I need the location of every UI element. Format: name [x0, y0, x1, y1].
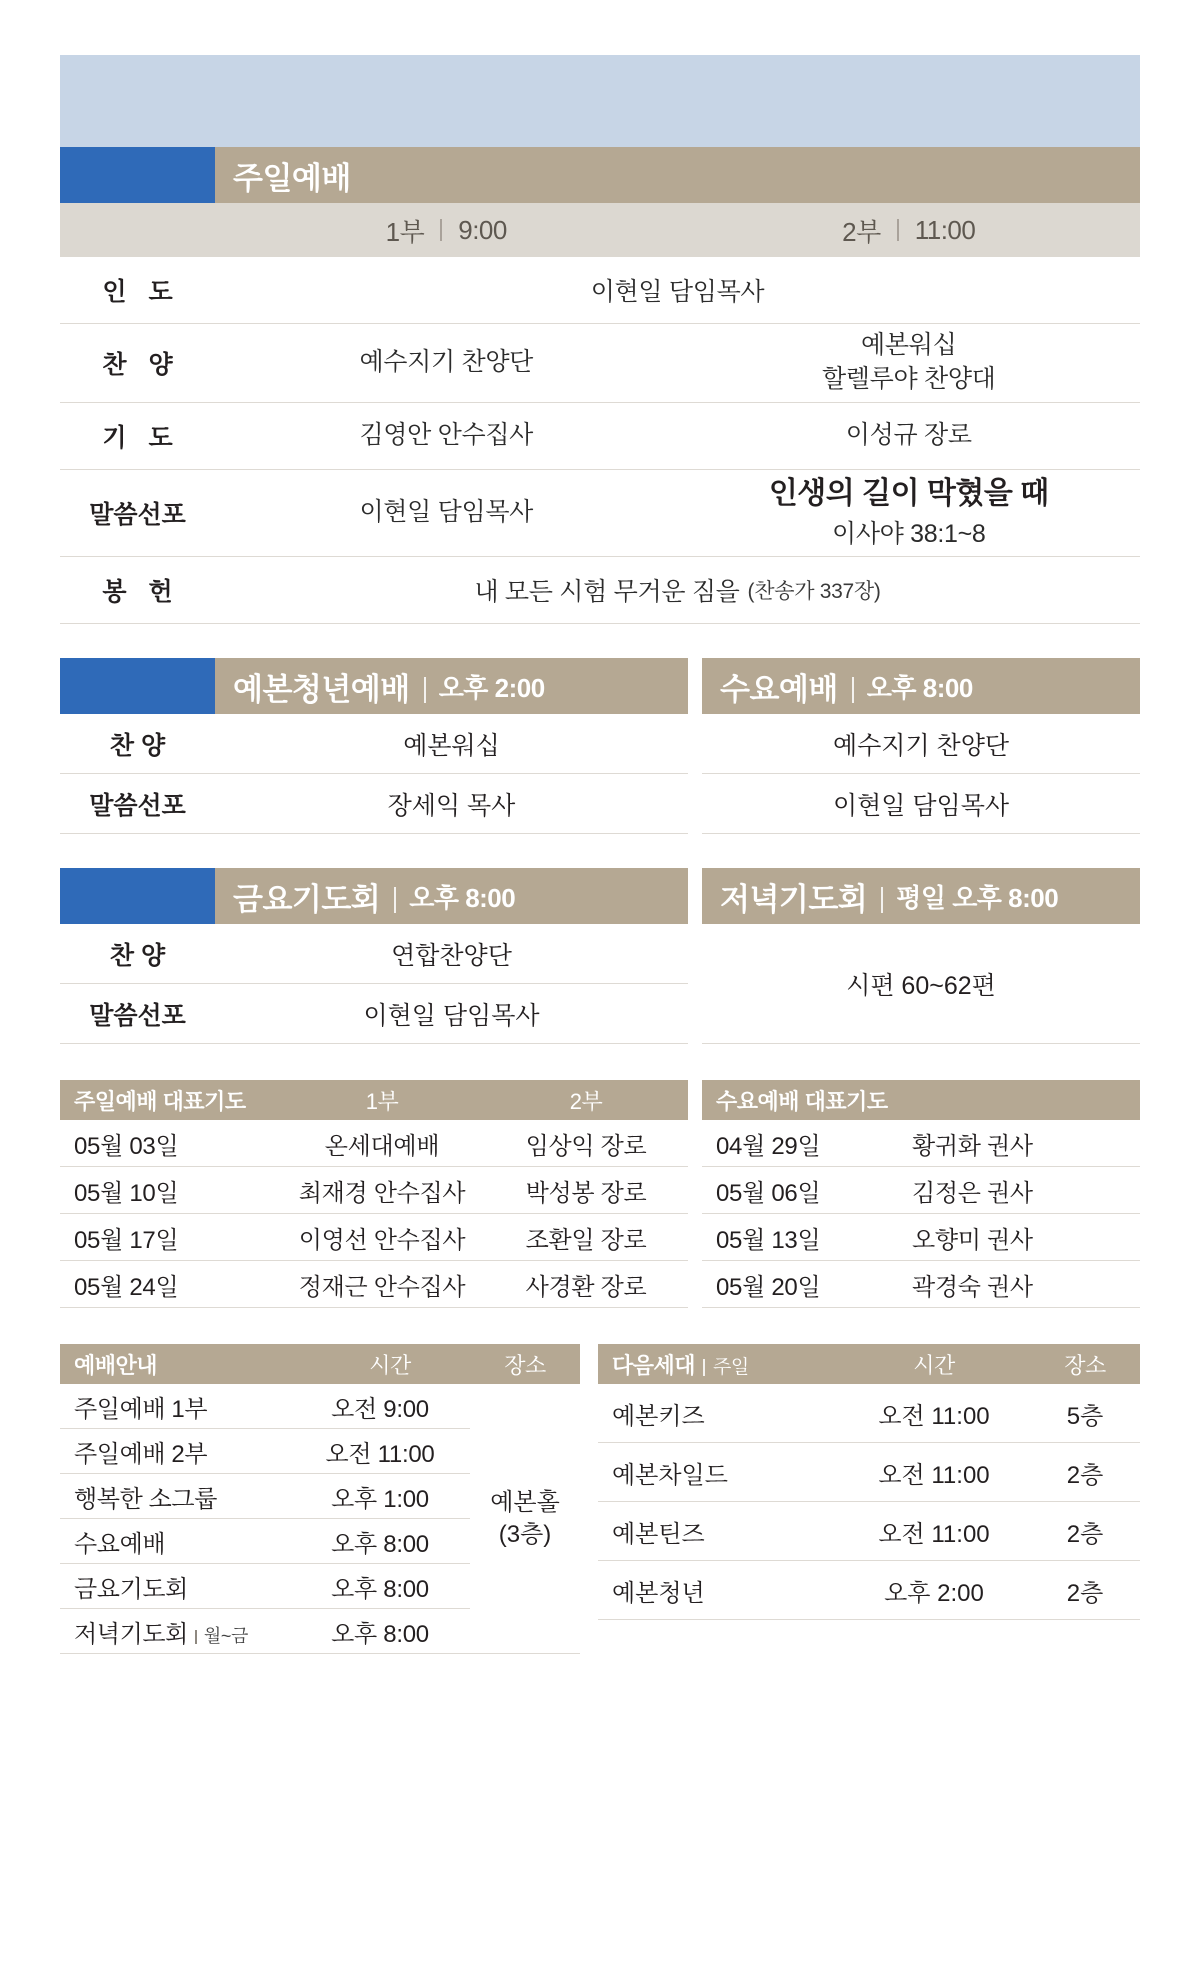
content-wrap — [60, 55, 1140, 1654]
block3-header — [60, 868, 1140, 924]
row-label-praise — [60, 324, 215, 402]
row-label-part1: 봉 — [102, 578, 149, 606]
evening-service-title: 저녁기도회 — [720, 881, 868, 917]
next-gen-time: 오후 2:00 — [884, 1579, 984, 1607]
friday-header-bar — [215, 868, 688, 924]
sunday-prayer-col2: 2부 — [569, 1088, 603, 1114]
service-name: 수요예배 — [74, 1530, 166, 1558]
sunday-prayer-title: 주일예배 대표기도 — [74, 1088, 246, 1114]
prayer-person: 곽경숙 권사 — [912, 1273, 1033, 1301]
friday-service-title: 금요기도회 — [233, 881, 381, 917]
service-info-body — [60, 1384, 580, 1654]
praise-service-2-line1: 예본워십 — [861, 331, 957, 360]
wednesday-preacher: 이현일 담임목사 — [702, 774, 1140, 834]
sermon-preacher-1: 이현일 담임목사 — [359, 498, 534, 527]
row-label-part2: 헌 — [148, 578, 173, 606]
table-row — [60, 403, 1140, 470]
service-name: 행복한 소그룹 — [74, 1485, 217, 1513]
table-row — [702, 1120, 1140, 1167]
table-row — [60, 1261, 688, 1308]
spacer — [60, 1308, 1140, 1344]
service-time: 오전 9:00 — [331, 1395, 429, 1423]
divider-icon — [881, 887, 883, 913]
spacer — [60, 1044, 1140, 1080]
service-info-col-place: 장소 — [504, 1352, 546, 1378]
service-name: 주일예배 2부 — [74, 1440, 208, 1468]
row-label-part1: 말씀 — [89, 501, 138, 529]
row-label-sermon: 말씀선포 — [60, 774, 215, 834]
next-gen-name: 예본청년 — [612, 1579, 705, 1607]
service-info-rows — [60, 1384, 470, 1654]
table-row — [702, 1167, 1140, 1214]
prayer-person: 황귀화 권사 — [912, 1132, 1033, 1160]
prayer-person-1: 최재경 안수집사 — [298, 1179, 466, 1207]
sunday-service-header — [60, 147, 1140, 203]
service-2-time: 11:00 — [914, 214, 976, 245]
list-item — [598, 1502, 1140, 1561]
top-banner-band — [60, 55, 1140, 147]
offering-hymn-title: 내 모든 시험 무거운 짐을 — [474, 578, 740, 606]
divider-icon — [852, 677, 854, 703]
service-time: 오후 8:00 — [331, 1530, 429, 1558]
row-label-sermon: 말씀선포 — [60, 984, 215, 1044]
youth-header-bar — [215, 658, 688, 714]
prayer-tables — [60, 1080, 1140, 1308]
prayer-date: 05월 10일 — [74, 1179, 179, 1207]
table-row — [60, 1214, 688, 1261]
next-generation-title-sub: 주일 — [713, 1356, 749, 1378]
service-name-group — [60, 1614, 290, 1649]
divider-icon — [897, 219, 899, 241]
table-row — [60, 714, 1140, 774]
spacer — [688, 658, 702, 714]
header-title-bar — [215, 147, 1140, 203]
row-label-part2: 선포 — [137, 501, 186, 529]
next-generation-title-group — [598, 1349, 838, 1380]
list-item — [598, 1561, 1140, 1620]
next-gen-time: 오전 11:00 — [878, 1461, 990, 1489]
table-row — [60, 557, 1140, 624]
next-generation-col-time: 시간 — [913, 1352, 955, 1378]
divider-icon — [440, 219, 442, 241]
friday-service-time: 오후 8:00 — [409, 882, 516, 913]
table-row — [60, 1167, 688, 1214]
prayer-date: 05월 13일 — [716, 1226, 821, 1254]
table-row — [60, 984, 688, 1044]
prayer-date: 04월 29일 — [716, 1132, 821, 1160]
evening-service-time: 평일 오후 8:00 — [896, 882, 1059, 913]
praise-service-2 — [678, 324, 1141, 402]
spacer — [688, 774, 702, 834]
header-accent-block — [60, 868, 215, 924]
prayer-date: 05월 20일 — [716, 1273, 821, 1301]
service-time-1 — [215, 212, 678, 249]
wednesday-prayer-header — [702, 1080, 1140, 1120]
offering-hymn-number: (찬송가 337장) — [747, 580, 881, 603]
table-row — [60, 1120, 688, 1167]
sunday-prayer-table — [60, 1080, 688, 1308]
prayer-person-1: 정재근 안수집사 — [298, 1273, 466, 1301]
spacer — [688, 714, 702, 774]
row-label-part1: 찬 — [102, 351, 149, 379]
friday-praise: 연합찬양단 — [215, 924, 688, 984]
service-info-col-time: 시간 — [369, 1352, 411, 1378]
prayer-person-2: 조환일 장로 — [525, 1226, 647, 1254]
bottom-info — [60, 1344, 1140, 1654]
next-generation-title: 다음세대 — [612, 1352, 696, 1378]
service-1-label: 1부 — [385, 216, 425, 247]
list-item — [598, 1443, 1140, 1502]
service-info-title: 예배안내 — [74, 1352, 158, 1378]
offering-hymn — [215, 557, 1140, 623]
prayer-date: 05월 17일 — [74, 1226, 179, 1254]
sermon-verse: 이사야 38:1~8 — [831, 519, 986, 548]
list-item — [60, 1609, 470, 1654]
friday-preacher: 이현일 담임목사 — [215, 984, 688, 1044]
service-place-line1: 예본홀 — [490, 1489, 560, 1517]
next-gen-place: 5층 — [1066, 1402, 1104, 1430]
row-label-part2: 도 — [148, 424, 173, 452]
prayer-service-2: 이성규 장로 — [845, 421, 972, 450]
service-name: 저녁기도회 — [74, 1620, 188, 1648]
wednesday-praise: 예수지기 찬양단 — [702, 714, 1140, 774]
wednesday-prayer-title: 수요예배 대표기도 — [716, 1088, 888, 1114]
next-gen-place: 2층 — [1066, 1520, 1104, 1548]
row-label-part1: 인 — [102, 278, 149, 306]
row-label-praise: 찬 양 — [60, 714, 215, 774]
service-time: 오후 8:00 — [331, 1620, 429, 1648]
service-place-line2: (3층) — [498, 1520, 552, 1548]
bulletin-page — [0, 55, 1200, 1654]
prayer-service-1: 김영안 안수집사 — [359, 421, 534, 450]
block2-header — [60, 658, 1140, 714]
prayer-person-2: 박성봉 장로 — [525, 1179, 647, 1207]
sermon-detail-2 — [678, 470, 1141, 556]
table-row — [702, 1214, 1140, 1261]
service-2-label: 2부 — [842, 216, 881, 247]
prayer-person-2: 임상익 장로 — [525, 1132, 647, 1160]
next-gen-place: 2층 — [1066, 1461, 1104, 1489]
evening-header-bar — [702, 868, 1140, 924]
wednesday-service-time: 오후 8:00 — [866, 672, 973, 703]
divider-icon — [703, 1359, 705, 1376]
prayer-date: 05월 24일 — [74, 1273, 179, 1301]
list-item — [60, 1474, 470, 1519]
service-time: 오후 1:00 — [331, 1485, 429, 1513]
wednesday-service-title: 수요예배 — [720, 671, 838, 707]
prayer-person-1: 이영선 안수집사 — [298, 1226, 466, 1254]
service-name: 금요기도회 — [74, 1575, 188, 1603]
service-name: 주일예배 1부 — [74, 1395, 208, 1423]
prayer-person: 김정은 권사 — [912, 1179, 1033, 1207]
sunday-prayer-header — [60, 1080, 688, 1120]
divider-icon — [424, 677, 426, 703]
service-info-header — [60, 1344, 580, 1384]
service-time: 오후 8:00 — [331, 1575, 429, 1603]
youth-service-time: 오후 2:00 — [438, 672, 545, 703]
table-row — [60, 257, 1140, 324]
row-label-offering — [60, 557, 215, 623]
row-label-part2: 양 — [148, 351, 173, 379]
evening-prayer-scripture: 시편 60~62편 — [702, 924, 1140, 1044]
table-row — [60, 470, 1140, 557]
table-row — [60, 924, 688, 984]
list-item — [60, 1429, 470, 1474]
service-name-sub: 월~금 — [203, 1625, 249, 1646]
friday-rows — [60, 924, 688, 1044]
next-gen-name: 예본차일드 — [612, 1461, 728, 1489]
spacer — [688, 924, 702, 1044]
list-item — [60, 1564, 470, 1609]
youth-preacher: 장세익 목사 — [215, 774, 688, 834]
service-1-time: 9:00 — [458, 214, 507, 245]
sunday-service-title: 주일예배 — [233, 160, 351, 196]
row-label-praise: 찬 양 — [60, 924, 215, 984]
next-gen-time: 오전 11:00 — [878, 1520, 990, 1548]
youth-service-header — [60, 658, 688, 714]
next-gen-time: 오전 11:00 — [878, 1402, 990, 1430]
sunday-time-bar — [60, 203, 1140, 257]
service-time-2 — [678, 212, 1141, 249]
spacer — [60, 624, 1140, 658]
table-row — [60, 774, 1140, 834]
next-gen-name: 예본키즈 — [612, 1402, 705, 1430]
prayer-person-2: 사경환 장로 — [525, 1273, 647, 1301]
service-info-table — [60, 1344, 580, 1654]
row-label-part1: 기 — [102, 424, 149, 452]
list-item — [598, 1384, 1140, 1443]
prayer-person: 오향미 권사 — [912, 1226, 1033, 1254]
next-generation-header — [598, 1344, 1140, 1384]
next-generation-col-place: 장소 — [1064, 1352, 1106, 1378]
divider-icon — [195, 1630, 197, 1644]
praise-service-1: 예수지기 찬양단 — [359, 348, 534, 377]
leader-value: 이현일 담임목사 — [590, 278, 765, 306]
row-label-part2: 도 — [148, 278, 173, 306]
next-generation-table — [598, 1344, 1140, 1654]
table-row — [702, 1261, 1140, 1308]
praise-service-2-line2: 할렐루야 찬양대 — [821, 365, 996, 393]
youth-praise: 예본워십 — [215, 714, 688, 774]
sermon-title: 인생의 길이 막혔을 때 — [768, 477, 1049, 511]
prayer-person-1: 온세대예배 — [324, 1132, 440, 1160]
prayer-date: 05월 03일 — [74, 1132, 179, 1160]
spacer — [688, 868, 702, 924]
prayer-date: 05월 06일 — [716, 1179, 821, 1207]
header-accent-block — [60, 147, 215, 203]
table-row — [60, 324, 1140, 403]
friday-service-header — [60, 868, 688, 924]
service-time: 오전 11:00 — [325, 1440, 435, 1468]
service-place — [470, 1384, 580, 1654]
wednesday-prayer-table — [702, 1080, 1140, 1308]
row-label-sermon — [60, 470, 215, 556]
youth-service-title: 예본청년예배 — [233, 671, 410, 707]
next-gen-place: 2층 — [1066, 1579, 1104, 1607]
divider-icon — [394, 887, 396, 913]
row-label-leader — [60, 257, 215, 323]
header-accent-block — [60, 658, 215, 714]
list-item — [60, 1384, 470, 1429]
spacer — [60, 834, 1140, 868]
sunday-prayer-col1: 1부 — [365, 1088, 399, 1114]
next-gen-name: 예본틴즈 — [612, 1520, 705, 1548]
wednesday-header-bar — [702, 658, 1140, 714]
list-item — [60, 1519, 470, 1564]
row-label-prayer — [60, 403, 215, 469]
